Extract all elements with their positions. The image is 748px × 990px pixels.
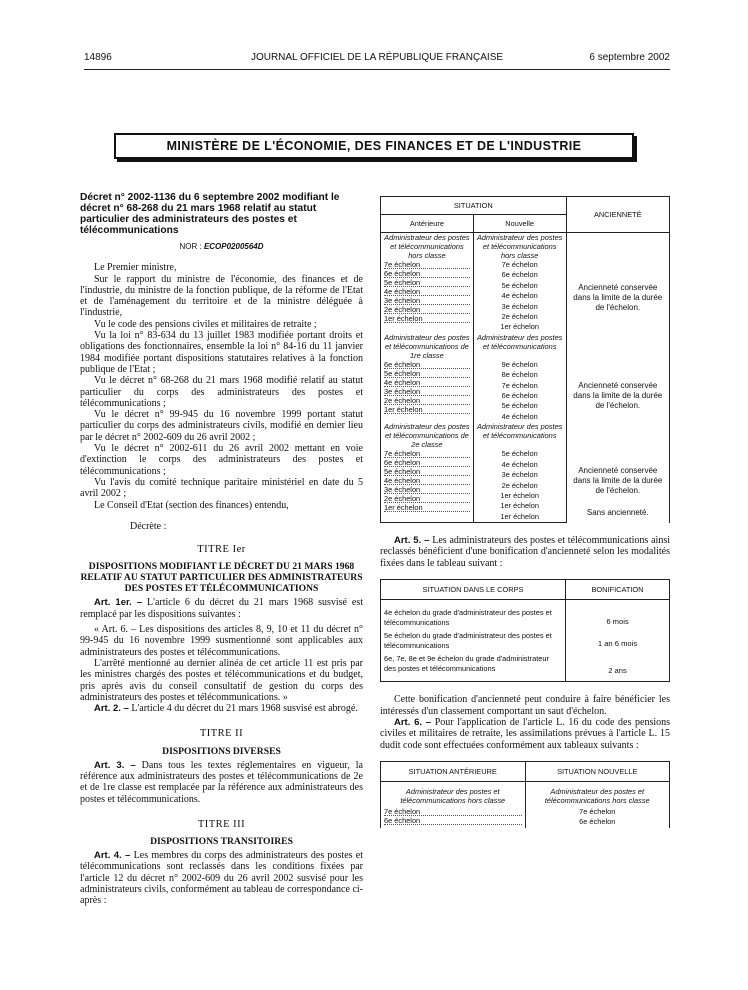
bonif-value: 1 an 6 mois: [566, 627, 670, 650]
table-row: [381, 600, 670, 628]
pension-old: [381, 781, 526, 827]
group-old-title: Administrateur des postes et télécommunications de 1re classe: [381, 333, 474, 360]
anciennete-cell: Ancienneté conservée dans la limite de la durée de l'échelon.: [566, 233, 669, 333]
journal-title: JOURNAL OFFICIEL DE LA RÉPUBLIQUE FRANÇAISE: [250, 52, 504, 63]
echelon: 6e échelon: [501, 391, 538, 401]
titre-2-heading: DISPOSITIONS DIVERSES: [162, 745, 281, 757]
echelon: 1er échelon: [500, 490, 539, 500]
anciennete-cell: Ancienneté conservée dans la limite de la durée de l'échelon.: [566, 333, 669, 422]
preamble-line: Vu le décret n° 99-945 du 16 novembre 1999 portant statut particulier du corps des administrateurs civils, modifié en dernier lieu par le décret n° 2002-609 du 26 avril 2002 ;: [80, 409, 363, 443]
titre-3-label: TITRE III: [197, 818, 246, 830]
echelon: 7e échelon: [384, 260, 470, 269]
pension-new-title: Administrateur des postes et télécommunications hors classe: [544, 786, 650, 805]
old-echelons: [381, 449, 474, 522]
group-new-title: Administrateur des postes et télécommunications: [473, 422, 566, 449]
echelon: 6e échelon: [384, 269, 470, 278]
th-situation: SITUATION: [381, 197, 567, 215]
old-echelons: [381, 260, 474, 333]
pension-new: [525, 781, 670, 827]
echelon: 2e échelon: [501, 312, 538, 322]
article-2-text: L'article 4 du décret du 21 mars 1968 susvisé est abrogé.: [131, 703, 358, 715]
echelon: 1er échelon: [500, 501, 539, 511]
decrete: Décrète :: [130, 520, 167, 532]
nor-code: ECOP0200564D: [203, 242, 264, 251]
decree-title: Décret n° 2002-1136 du 6 septembre 2002 modifiant le décret n° 68-268 du 21 mars 1968 relatif au statut particulier des administrateurs des postes et télécommunications: [80, 192, 340, 236]
echelon: 6e échelon: [579, 817, 616, 827]
page-number: 14896: [84, 52, 112, 63]
echelon: 7e échelon: [579, 806, 616, 816]
anciennete-text: Ancienneté conservée dans la limite de la durée de l'échelon.: [573, 466, 663, 496]
echelon: 1er échelon: [384, 314, 470, 323]
group-old-title: Administrateur des postes et télécommunications hors classe: [381, 233, 474, 261]
running-header: [84, 52, 670, 66]
preamble-line: Vu le décret n° 68-268 du 21 mars 1968 modifié relatif au statut particulier du corps des administrateurs des postes et télécommunications ;: [80, 375, 363, 409]
old-echelons: [381, 360, 474, 422]
sans-anciennete: Sans ancienneté.: [586, 508, 649, 518]
echelon: 1er échelon: [500, 511, 539, 521]
ministry-banner: MINISTÈRE DE L'ÉCONOMIE, DES FINANCES ET DE L'INDUSTRIE: [114, 133, 634, 159]
echelon: 4e échelon: [501, 459, 538, 469]
table-row: [381, 781, 670, 827]
pension-table: [380, 761, 670, 828]
titre-3-heading: DISPOSITIONS TRANSITOIRES: [150, 836, 293, 848]
th-anterieure: Antérieure: [381, 215, 474, 233]
right-column: [380, 196, 670, 828]
article-1-text: L'article 6 du décret du 21 mars 1968 susvisé est remplacé par les dispositions suivantes :: [80, 597, 363, 620]
article-4-label: Art. 4. –: [94, 850, 131, 862]
echelon: 4e échelon: [384, 476, 470, 485]
th-situation-nouvelle: SITUATION NOUVELLE: [525, 761, 670, 781]
echelon: 8e échelon: [501, 370, 538, 380]
echelon: 4e échelon: [384, 378, 470, 387]
titre-1-heading: DISPOSITIONS MODIFIANT LE DÉCRET DU 21 MARS 1968 RELATIF AU STATUT PARTICULIER DES ADMINISTRATEURS DES POSTES ET TÉLÉCOMMUNICATIONS: [80, 561, 363, 595]
article-1: [80, 597, 363, 620]
article-3-label: Art. 3. –: [94, 759, 136, 771]
article-4: [80, 850, 363, 906]
echelon: 7e échelon: [501, 380, 538, 390]
issue-date: 6 septembre 2002: [589, 52, 670, 63]
preamble-line: Le Premier ministre,: [94, 262, 177, 274]
article-6-label: Art. 6. –: [394, 716, 432, 728]
echelon: 2e échelon: [384, 305, 470, 314]
new-echelons: [473, 360, 566, 422]
bonif-value: 6 mois: [566, 600, 670, 628]
bonif-situation: 5e échelon du grade d'administrateur des postes et télécommunications: [381, 627, 566, 650]
echelon: 4e échelon: [501, 291, 538, 301]
bonif-situation: 4e échelon du grade d'administrateur des postes et télécommunications: [381, 600, 566, 628]
th-nouvelle: Nouvelle: [473, 215, 566, 233]
echelon: 2e échelon: [501, 480, 538, 490]
echelon: 5e échelon: [501, 449, 538, 459]
titre-1-label: TITRE Ier: [197, 544, 246, 556]
echelon: 5e échelon: [501, 401, 538, 411]
titre-2-label: TITRE II: [199, 728, 244, 740]
article-3: [80, 760, 363, 805]
echelon: 4e échelon: [384, 287, 470, 296]
article-5: [380, 535, 670, 569]
table-row: [381, 233, 670, 261]
nor-label: NOR :: [179, 242, 202, 251]
echelon: 6e échelon: [501, 270, 538, 280]
after-bonification: Cette bonification d'ancienneté peut conduire à faire bénéficier les intéressés d'un classement comportant un saut d'échelon.: [380, 694, 670, 717]
echelon: 7e échelon: [384, 449, 470, 458]
echelon: 5e échelon: [384, 467, 470, 476]
article-2: [80, 703, 363, 714]
bonification-table: [380, 579, 670, 682]
new-echelons: [473, 260, 566, 333]
echelon: 5e échelon: [384, 278, 470, 287]
echelon: 2e échelon: [384, 494, 470, 503]
anciennete-cell: [566, 422, 669, 522]
echelon: 4e échelon: [501, 411, 538, 421]
th-situation-anterieure: SITUATION ANTÉRIEURE: [381, 761, 526, 781]
article-6-quote: L'arrêté mentionné au dernier alinéa de cet article 11 est pris par les ministres chargés des postes et télécommunications et du budget, pris après avis du conseil consultatif de gestion du corps des administrateurs des postes et télécommunications. »: [80, 657, 363, 703]
bonif-value: 2 ans: [566, 650, 670, 682]
preamble-line: Vu l'avis du comité technique paritaire ministériel en date du 5 avril 2002 ;: [80, 476, 363, 500]
echelon: 6e échelon: [384, 458, 470, 467]
preamble-line: Vu le code des pensions civiles et militaires de retraite ;: [94, 318, 317, 330]
echelon: 6e échelon: [384, 816, 522, 825]
echelon: 1er échelon: [384, 405, 470, 414]
echelon: 6e échelon: [384, 360, 470, 369]
echelon: 2e échelon: [384, 396, 470, 405]
group-new-title: Administrateur des postes et télécommunications: [473, 333, 566, 360]
echelon: 3e échelon: [384, 296, 470, 305]
header-rule: [84, 69, 670, 70]
echelon: 5e échelon: [501, 280, 538, 290]
table-row: [381, 422, 670, 449]
article-6-text: Pour l'application de l'article L. 16 du code des pensions civiles et militaires de retraite, les assimilations prévues à l'article L. 15 dudit code sont effectuées conformément aux tableaux suivants :: [380, 716, 671, 751]
echelon: 7e échelon: [501, 260, 538, 269]
echelon: 9e échelon: [501, 359, 538, 369]
echelon: 5e échelon: [384, 369, 470, 378]
article-6-quote: « Art. 6. – Les dispositions des articles 8, 9, 10 et 11 du décret n° 99-945 du 16 novembre 1999 susmentionné sont applicables aux administrateurs des postes et télécommunications.: [80, 624, 363, 658]
left-column: [80, 192, 363, 907]
group-new-title: Administrateur des postes et télécommunications hors classe: [473, 233, 566, 261]
article-2-label: Art. 2. –: [94, 703, 129, 715]
bonif-situation: 6e, 7e, 8e et 9e échelon du grade d'administrateur des postes et télécommunications: [381, 650, 566, 682]
table-row: [381, 333, 670, 360]
pension-old-title: Administrateur des postes et télécommunications hors classe: [400, 786, 506, 805]
echelon: 7e échelon: [384, 807, 522, 816]
article-1-label: Art. 1er. –: [94, 597, 143, 609]
echelon: 1er échelon: [500, 322, 539, 332]
preamble-line: Vu le décret n° 2002-611 du 26 avril 2002 mettant en voie d'extinction le corps des administrateurs des postes et télécommunications ;: [80, 443, 363, 477]
table-row: [381, 627, 670, 650]
article-5-text: Les administrateurs des postes et télécommunications ainsi reclassés bénéficient d'une bonification d'ancienneté selon les modalités fixées dans le tableau suivant :: [380, 535, 670, 569]
echelon: 1er échelon: [384, 503, 470, 512]
reclassification-table: [380, 196, 670, 523]
echelon: 3e échelon: [501, 301, 538, 311]
th-bonification: BONIFICATION: [566, 580, 670, 600]
preamble-line: Vu la loi n° 83-634 du 13 juillet 1983 modifiée portant droits et obligations des fonctionnaires, ensemble la loi n° 84-16 du 11 janvier 1984 modifiée portant dispositions statutaires relatives à la fonction publique de l'Etat ;: [80, 330, 363, 375]
echelon: 3e échelon: [501, 470, 538, 480]
article-5-label: Art. 5. –: [394, 535, 430, 547]
echelon: 3e échelon: [384, 387, 470, 396]
group-old-title: Administrateur des postes et télécommunications de 2e classe: [381, 422, 474, 449]
table-row: [381, 650, 670, 682]
article-6: [380, 717, 670, 751]
echelon: 3e échelon: [384, 485, 470, 494]
article-4-text: Les membres du corps des administrateurs des postes et télécommunications sont reclassés dans les conditions fixées par l'article 12 du décret n° 2002-609 du 26 avril 2002 susvisé pour les administrateurs civils, conformément au tableau de correspondance ci-après :: [80, 850, 364, 907]
article-3-text: Dans tous les textes réglementaires en vigueur, la référence aux administrateurs des postes et télécommunications de 2e et de 1re classe est remplacée par la référence aux administrateurs des postes et télécommunications.: [80, 759, 363, 805]
nor-reference: [80, 241, 363, 252]
th-anciennete: ANCIENNETÉ: [566, 197, 669, 233]
new-echelons: [473, 449, 566, 522]
th-situation-corps: SITUATION DANS LE CORPS: [381, 580, 566, 600]
preamble-line: Sur le rapport du ministre de l'économie, des finances et de l'industrie, du ministre de la fonction publique, de la réforme de l'Etat et de l'aménagement du territoire et de la ministre déléguée à l'industrie,: [80, 273, 363, 319]
preamble-line: Le Conseil d'Etat (section des finances) entendu,: [94, 499, 289, 511]
